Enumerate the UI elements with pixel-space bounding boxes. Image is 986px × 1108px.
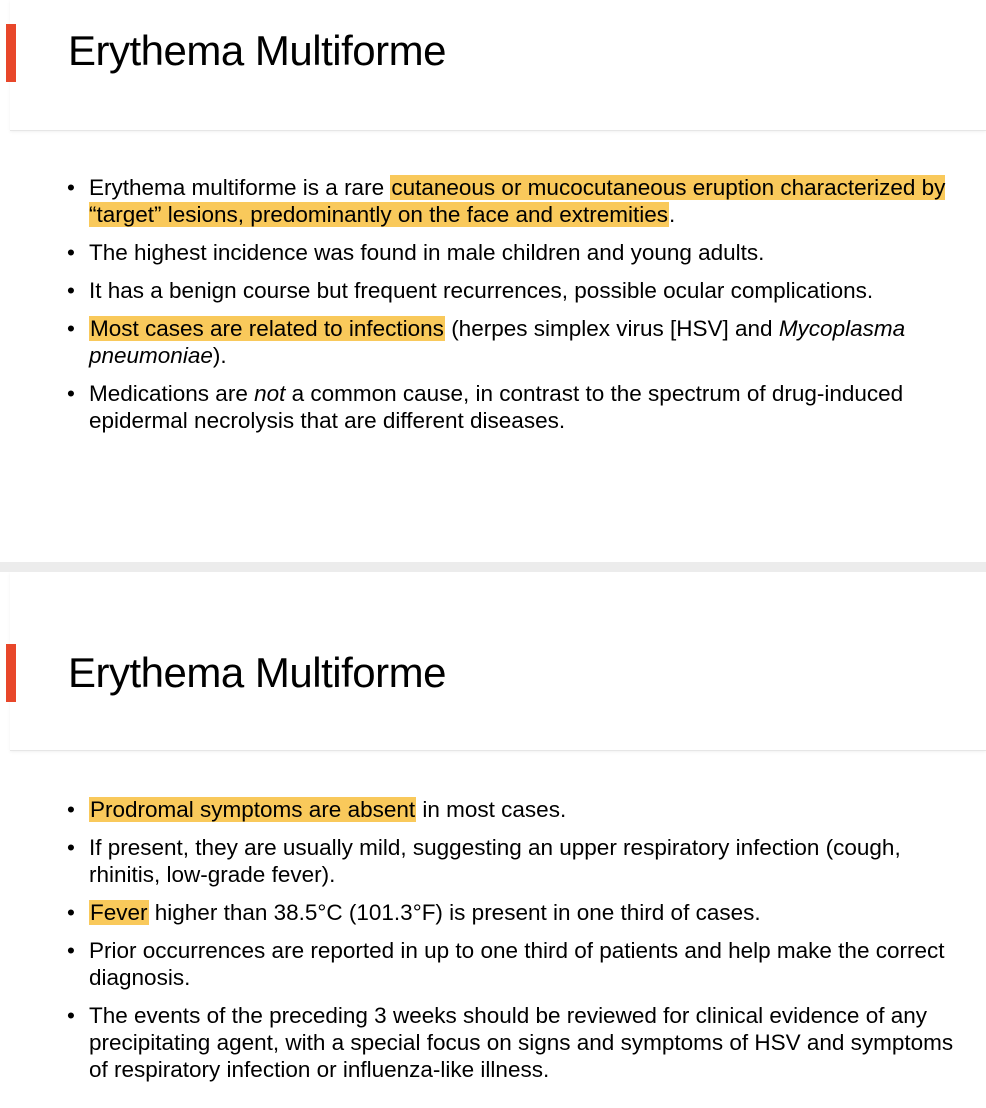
title-accent-bar <box>6 644 16 702</box>
slide-title: Erythema Multiforme <box>68 27 446 74</box>
bullet-item <box>62 1002 962 1083</box>
bullet-item <box>62 174 962 228</box>
bullet-item <box>62 899 962 926</box>
bullet-text: higher than 38.5°C (101.3°F) is present in one third of cases. <box>148 900 761 925</box>
bullet-list <box>62 174 962 445</box>
bullet-item <box>62 796 962 823</box>
slide-separator <box>0 562 986 572</box>
title-accent-bar <box>6 24 16 82</box>
bullet-text: Medications are <box>89 381 255 406</box>
bullet-text: Prior occurrences are reported in up to one third of patients and help make the correct diagnosis. <box>89 938 945 990</box>
highlighted-text: Most cases are related to infections <box>90 316 444 341</box>
bullet-item <box>62 380 962 434</box>
bullet-text: (herpes simplex virus [HSV] and <box>444 316 779 341</box>
highlighted-text: Prodromal symptoms are absent <box>90 797 416 822</box>
bullet-item <box>62 834 962 888</box>
bullet-item <box>62 315 962 369</box>
italic-text: not <box>254 381 286 406</box>
bullet-text: a common cause, in contrast to the spectrum of drug-induced epidermal necrolysis that are different diseases. <box>89 381 904 433</box>
bullet-text: It has a benign course but frequent recurrences, possible ocular complications. <box>89 278 874 303</box>
bullet-text: The events of the preceding 3 weeks should be reviewed for clinical evidence of any precipitating agent, with a special focus on signs and symptoms of HSV and symptoms of respiratory infection or influenza-like illness. <box>89 1003 954 1082</box>
bullet-item <box>62 937 962 991</box>
bullet-text: If present, they are usually mild, suggesting an upper respiratory infection (cough, rhinitis, low-grade fever). <box>89 835 901 887</box>
bullet-text: ). <box>212 343 227 368</box>
bullet-item <box>62 277 962 304</box>
bullet-text: Erythema multiforme is a rare <box>89 175 391 200</box>
bullet-list <box>62 796 962 1094</box>
slide-2 <box>0 572 986 1108</box>
slide-title: Erythema Multiforme <box>68 649 446 696</box>
bullet-item <box>62 239 962 266</box>
highlighted-text: cutaneous or mucocutaneous eruption characterized by “target” lesions, predominantly on the face and extremities <box>89 175 946 227</box>
italic-text: Mycoplasma pneumoniae <box>89 316 906 368</box>
highlighted-text: Fever <box>90 900 148 925</box>
bullet-text: The highest incidence was found in male children and young adults. <box>89 240 765 265</box>
bullet-text: . <box>669 202 676 227</box>
bullet-text: in most cases. <box>416 797 567 822</box>
